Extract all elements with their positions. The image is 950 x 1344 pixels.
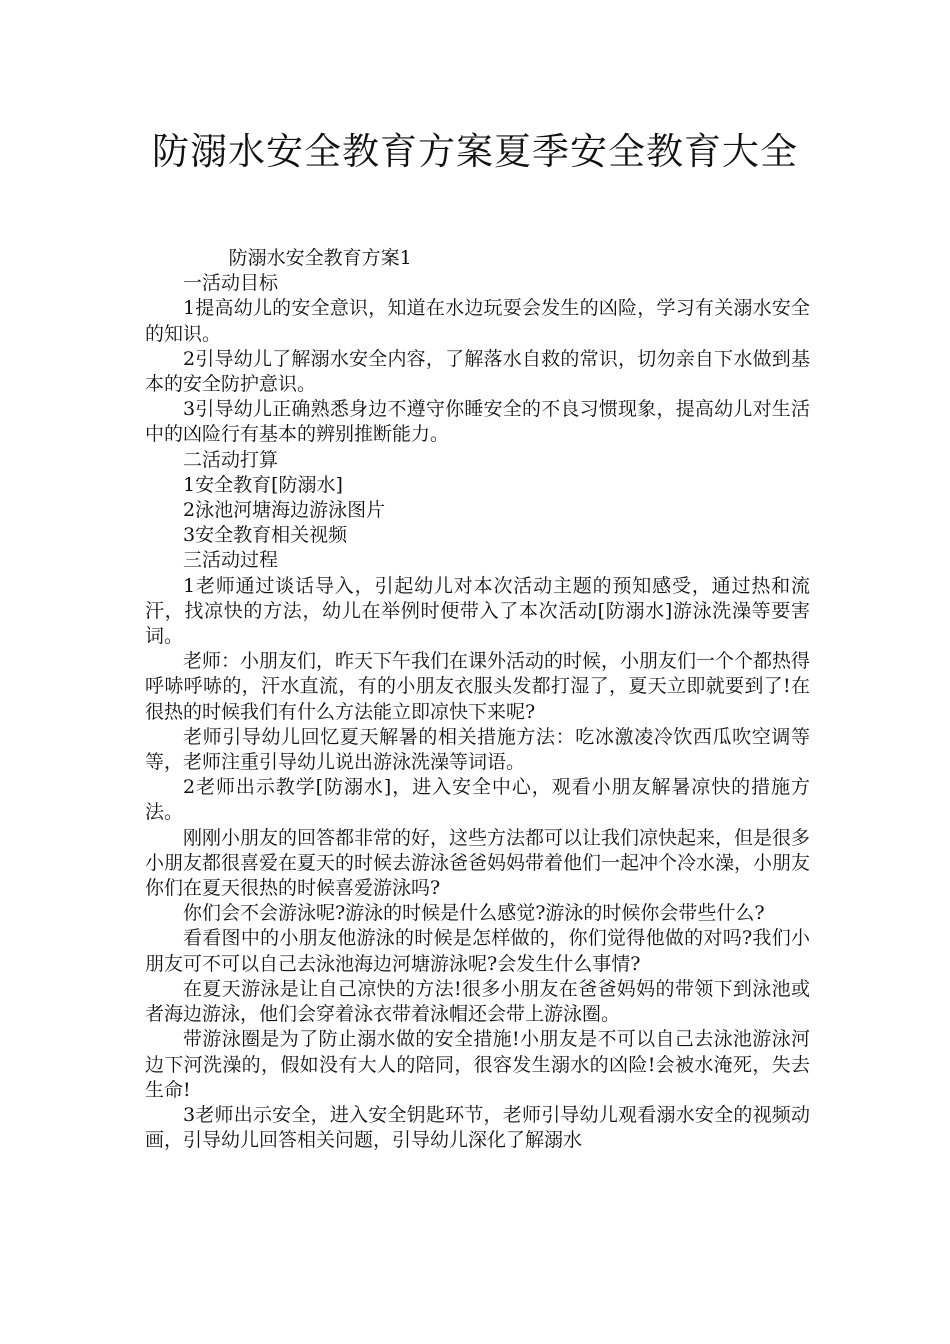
paragraph: 3老师出示安全，进入安全钥匙环节，老师引导幼儿观看溺水安全的视频动画，引导幼儿回答相关问题，引导幼儿深化了解溺水 [145,1103,810,1152]
paragraph: 带游泳圈是为了防止溺水做的安全措施!小朋友是不可以自己去泳池游泳河边下河洗澡的，假如没有大人的陪同，很容发生溺水的凶险!会被水淹死，失去生命! [145,1028,810,1101]
document-body [145,246,810,1153]
paragraph: 3引导幼儿正确熟悉身边不遵守你睡安全的不良习惯现象，提高幼儿对生活中的凶险行有基本的辨别推断能力。 [145,398,810,446]
paragraph: 一活动目标 [183,272,279,295]
paragraph: 三活动过程 [183,549,279,572]
paragraph: 二活动打算 [183,448,279,471]
paragraph: 1提高幼儿的安全意识，知道在水边玩耍会发生的凶险，学习有关溺水安全的知识。 [145,297,810,345]
paragraph: 老师引导幼儿回忆夏天解暑的相关措施方法：吃冰激凌冷饮西瓜吹空调等等，老师注重引导幼儿说出游泳洗澡等词语。 [145,725,810,774]
paragraph: 2泳池河塘海边游泳图片 [183,499,386,522]
paragraph: 老师：小朋友们，昨天下午我们在课外活动的时候，小朋友们一个个都热得呼哧呼哧的，汗水直流，有的小朋友衣服头发都打湿了，夏天立即就要到了!在很热的时候我们有什么方法能立即凉快下来呢? [145,650,811,723]
paragraph: 1老师通过谈话导入，引起幼儿对本次活动主题的预知感受，通过热和流汗，找凉快的方法，幼儿在举例时便带入了本次活动[防溺水]游泳洗澡等要害词。 [145,574,810,648]
paragraph: 你们会不会游泳呢?游泳的时候是什么感觉?游泳的时候你会带些什么? [183,902,765,925]
paragraph: 在夏天游泳是让自己凉快的方法!很多小朋友在爸爸妈妈的带领下到泳池或者海边游泳，他们会穿着泳衣带着泳帽还会带上游泳圈。 [145,977,810,1026]
paragraph: 看看图中的小朋友他游泳的时候是怎样做的，你们觉得他做的对吗?我们小朋友可不可以自己去泳池海边河塘游泳呢?会发生什么事情? [145,927,810,975]
paragraph: 1安全教育[防溺水] [183,473,343,496]
paragraph: 刚刚小朋友的回答都非常的好，这些方法都可以让我们凉快起来，但是很多小朋友都很喜爱在夏天的时候去游泳爸爸妈妈带着他们一起冲个冷水澡，小朋友你们在夏天很热的时候喜爱游泳吗? [145,826,811,900]
paragraph: 2引导幼儿了解溺水安全内容，了解落水自救的常识，切勿亲自下水做到基本的安全防护意识。 [145,347,810,396]
paragraph: 3安全教育相关视频 [183,524,348,547]
document-title: 防溺水安全教育方案夏季安全教育大全 [152,130,798,173]
paragraph: 2老师出示教学[防溺水]，进入安全中心，观看小朋友解暑凉快的措施方法。 [145,776,810,824]
section-heading: 防溺水安全教育方案1 [228,247,412,269]
